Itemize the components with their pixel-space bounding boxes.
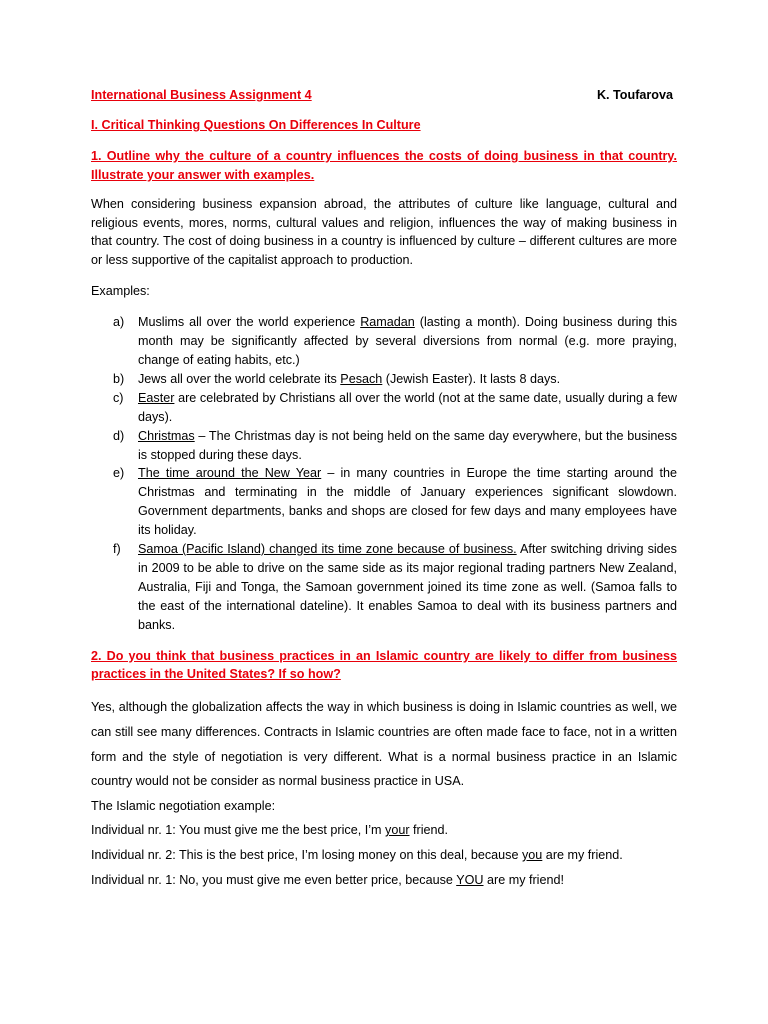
example-term: Pesach bbox=[340, 371, 383, 386]
negotiation-line bbox=[91, 843, 677, 868]
section-title: I. Critical Thinking Questions On Differences In Culture bbox=[91, 117, 421, 132]
list-marker: a) bbox=[113, 315, 125, 330]
example-text: are celebrated by Christians all over the world (not at the same date, usually during a few days). bbox=[138, 390, 677, 424]
list-marker: b) bbox=[113, 371, 125, 386]
example-text: – The Christmas day is not being held on the same day everywhere, but the business is stopped during these days. bbox=[138, 428, 677, 462]
list-item bbox=[91, 313, 677, 370]
example-term: Ramadan bbox=[360, 315, 415, 330]
example-term: The time around the New Year bbox=[138, 466, 322, 481]
negotiation-text: Individual nr. 2: This is the best price, I’m losing money on this deal, because bbox=[91, 847, 522, 862]
example-text: – in many countries in Europe the time starting around the Christmas and terminating in the middle of January experiences significant slowdown. Government departments, banks and shops are closed for few days and many employees have its holiday. bbox=[138, 466, 677, 538]
examples-list bbox=[91, 313, 677, 634]
negotiation-text: Individual nr. 1: You must give me the best price, I’m bbox=[91, 823, 386, 838]
assignment-title: International Business Assignment 4 bbox=[91, 88, 312, 102]
negotiation-text: friend. bbox=[409, 823, 449, 838]
negotiation-title: The Islamic negotiation example: bbox=[91, 798, 276, 813]
negotiation-line bbox=[91, 818, 677, 843]
document-header bbox=[91, 86, 677, 105]
negotiation-emphasis: you bbox=[522, 847, 543, 862]
example-text: After switching driving sides in 2009 to be able to drive on the same side as its major regional trading partners New Zealand, Australia, Fiji and Tonga, the Samoan government joined its time zone as well. (Samoa falls to the east of the international dateline). It enables Samoa to deal with its business partners and banks. bbox=[138, 542, 677, 632]
list-item bbox=[91, 427, 677, 465]
list-marker: c) bbox=[113, 390, 124, 405]
list-marker: f) bbox=[113, 542, 121, 557]
author-name: K. Toufarova bbox=[596, 88, 673, 102]
negotiation-text: are my friend! bbox=[483, 872, 564, 887]
example-term: Easter bbox=[138, 390, 175, 405]
question-2: 2. Do you think that business practices in an Islamic country are likely to differ from business practices in the United States? If so how? bbox=[91, 648, 677, 682]
example-term: Christmas bbox=[138, 428, 195, 443]
example-text: (Jewish Easter). It lasts 8 days. bbox=[382, 371, 561, 386]
example-term: Samoa (Pacific Island) changed its time zone because of business. bbox=[138, 542, 517, 557]
example-text: (lasting a month). Doing business during this month may be significantly affected by several diversions from normal (e.g. more praying, change of eating habits, etc.) bbox=[138, 315, 677, 367]
negotiation-emphasis: your bbox=[385, 823, 410, 838]
negotiation-emphasis: YOU bbox=[456, 872, 484, 887]
example-text: Jews all over the world celebrate its bbox=[138, 371, 341, 386]
list-item bbox=[91, 389, 677, 427]
list-item bbox=[91, 464, 677, 540]
list-marker: e) bbox=[113, 466, 125, 481]
list-marker: d) bbox=[113, 428, 125, 443]
list-item bbox=[91, 370, 677, 389]
answer-1-paragraph: When considering business expansion abroad, the attributes of culture like language, cultural and religious events, mores, norms, cultural values and religion, influences the way of making business in that country. The cost of doing business in a country is influenced by culture – different cultures are more or less supportive of the capitalist approach to production. bbox=[91, 196, 677, 268]
negotiation-text: Individual nr. 1: No, you must give me even better price, because bbox=[91, 872, 457, 887]
list-item bbox=[91, 540, 677, 635]
negotiation-line bbox=[91, 868, 677, 893]
question-1: 1. Outline why the culture of a country influences the costs of doing business in that country. Illustrate your answer with examples. bbox=[91, 148, 677, 182]
examples-label: Examples: bbox=[91, 284, 150, 299]
negotiation-text: are my friend. bbox=[542, 847, 623, 862]
example-text: Muslims all over the world experience bbox=[138, 315, 361, 330]
answer-2-paragraph: Yes, although the globalization affects the way in which business is doing in Islamic countries as well, we can still see many differences. Contracts in Islamic countries are often made face to face, not in a written form and the style of negotiation is very different. What is a normal business practice in an Islamic country would not be consider as normal business practice in USA. bbox=[91, 700, 677, 789]
